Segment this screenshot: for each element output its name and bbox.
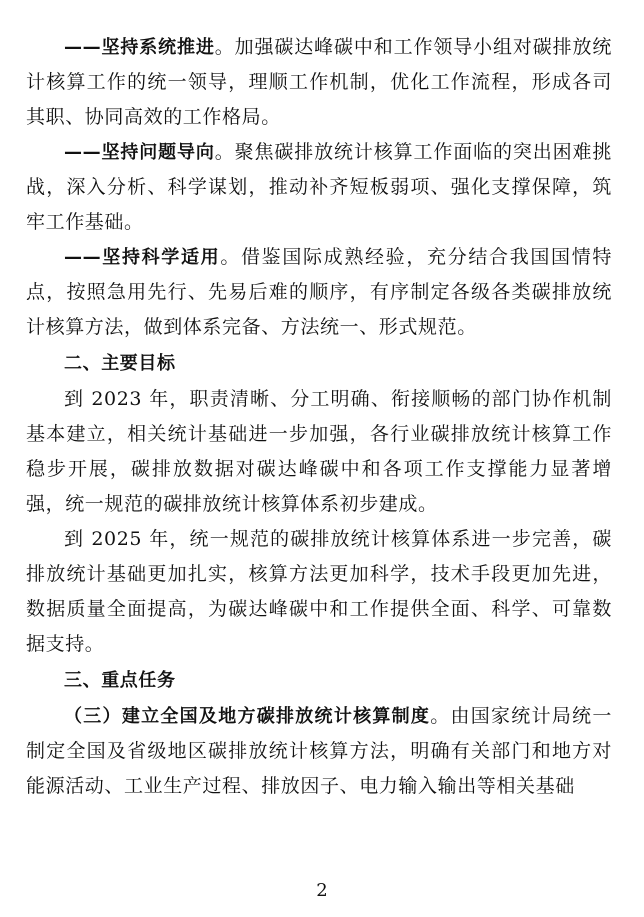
principle-text-scientific: 。借鉴国际成熟经验，充分结合我国国情特点，按照急用先行、先易后难的顺序，有序制定各级各类碳排放统计核算方法，做到体系完备、方法统一、形式规范。 (26, 246, 612, 338)
task-paragraph-3 (26, 699, 612, 804)
principle-lead-scientific: ——坚持科学适用 (64, 247, 221, 268)
principle-paragraph-scientific (26, 240, 612, 345)
principle-lead-systematic: ——坚持系统推进 (64, 37, 215, 58)
principle-paragraph-problem (26, 135, 612, 240)
page-number: 2 (316, 880, 328, 901)
task-lead-3: （三）建立全国及地方碳排放统计核算制度 (64, 706, 431, 727)
principle-text-systematic: 。加强碳达峰碳中和工作领导小组对碳排放统计核算工作的统一领导，理顺工作机制，优化工作流程，形成各司其职、协同高效的工作格局。 (26, 36, 612, 128)
document-page (26, 30, 612, 804)
goal-paragraph-2025: 到 2025 年，统一规范的碳排放统计核算体系进一步完善，碳排放统计基础更加扎实，核算方法更加科学，技术手段更加先进，数据质量全面提高，为碳达峰碳中和工作提供全面、科学、可靠数据支持。 (26, 528, 612, 655)
section-heading-main-goals: 二、主要目标 (64, 353, 176, 374)
principle-lead-problem: ——坚持问题导向 (64, 142, 215, 163)
principle-paragraph-systematic (26, 30, 612, 135)
principle-text-problem: 。聚焦碳排放统计核算工作面临的突出困难挑战，深入分析、科学谋划，推动补齐短板弱项、强化支撑保障，筑牢工作基础。 (26, 141, 612, 233)
section-heading-key-tasks: 三、重点任务 (64, 670, 176, 691)
goal-paragraph-2023: 到 2023 年，职责清晰、分工明确、衔接顺畅的部门协作机制基本建立，相关统计基础进一步加强，各行业碳排放统计核算工作稳步开展，碳排放数据对碳达峰碳中和各项工作支撑能力显著增强，统一规范的碳排放统计核算体系初步建成。 (26, 388, 612, 515)
task-text-3: 。由国家统计局统一制定全国及省级地区碳排放统计核算方法，明确有关部门和地方对能源活动、工业生产过程、排放因子、电力输入输出等相关基础 (26, 705, 612, 797)
